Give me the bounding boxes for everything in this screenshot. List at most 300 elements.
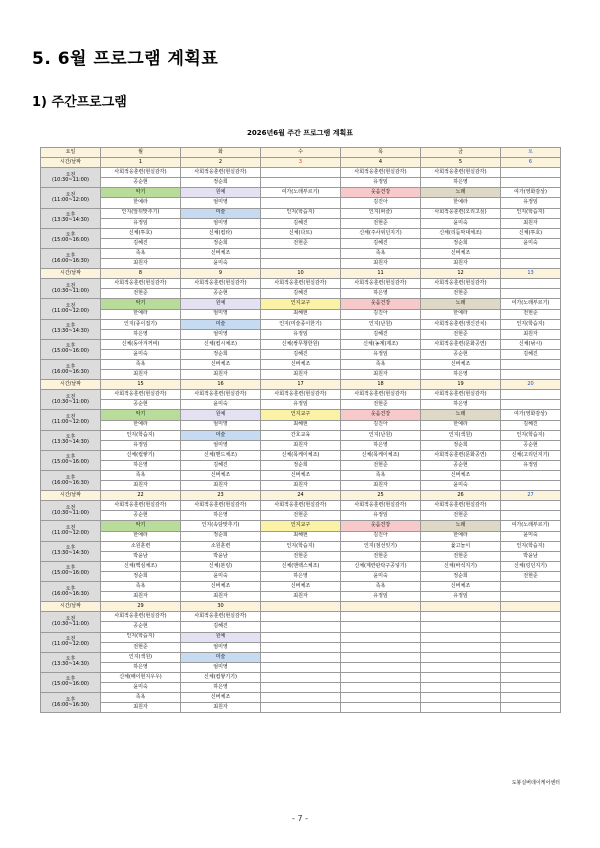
program-cell: 사회적응훈련(현실감각)	[181, 168, 261, 178]
program-cell: 신체(투호)	[501, 228, 561, 238]
program-row	[41, 521, 561, 531]
program-cell: 노래	[421, 299, 501, 309]
staff-cell	[341, 703, 421, 713]
staff-row	[41, 662, 561, 672]
day-header-cell: 월	[101, 148, 181, 158]
program-cell: 노래	[421, 410, 501, 420]
program-cell: 인지(색원)	[101, 652, 181, 662]
staff-cell	[501, 289, 561, 299]
program-cell: 족욕	[101, 693, 181, 703]
date-cell: 15	[101, 380, 181, 390]
program-cell: 신체(배이현지우우)	[101, 672, 181, 682]
staff-cell: 최원자	[341, 259, 421, 269]
staff-cell: 공순현	[421, 349, 501, 359]
program-cell: 인지(종이접기)	[101, 319, 181, 329]
program-cell: 사회적응훈련(현실감각)	[421, 390, 501, 400]
staff-cell: 전현준	[261, 551, 341, 561]
program-cell	[261, 672, 341, 682]
program-cell	[261, 248, 341, 258]
staff-cell: 윤미숙	[181, 259, 261, 269]
program-cell: 인지(난원)	[341, 319, 421, 329]
staff-cell: 하은영	[421, 370, 501, 380]
program-cell: 족욕	[101, 582, 181, 592]
day-header-cell: 토	[501, 148, 561, 158]
date-cell: 19	[421, 380, 501, 390]
staff-row	[41, 420, 561, 430]
staff-cell: 정순희	[421, 571, 501, 581]
program-cell: 신체(맨랙스체조)	[261, 561, 341, 571]
date-cell: 29	[101, 602, 181, 612]
program-cell	[261, 168, 341, 178]
staff-row	[41, 349, 561, 359]
staff-cell: 정순희	[261, 460, 341, 470]
staff-cell: 한예라	[101, 198, 181, 208]
program-cell: 사회적응훈련(생신잔치)	[421, 319, 501, 329]
staff-cell: 최원자	[501, 329, 561, 339]
staff-cell: 최원자	[181, 481, 261, 491]
program-cell: 족욕	[101, 359, 181, 369]
slot-period: 오후	[65, 676, 76, 683]
staff-row	[41, 481, 561, 491]
date-cell: 12	[421, 269, 501, 279]
slot-time: (16:00~16:30)	[52, 590, 89, 597]
program-cell: 신체(목케이체조)	[261, 450, 341, 460]
staff-cell: 유정임	[341, 349, 421, 359]
slot-period: 오후	[65, 474, 76, 481]
staff-cell: 최원자	[341, 481, 421, 491]
time-slot-label	[41, 279, 101, 299]
program-cell: 사회적응훈련(현실감각)	[101, 501, 181, 511]
staff-cell: 엄미영	[181, 218, 261, 228]
program-cell	[501, 632, 561, 642]
program-row	[41, 188, 561, 198]
date-row-label: 시간/날짜	[41, 491, 101, 501]
staff-cell: 최원자	[501, 218, 561, 228]
date-row	[41, 491, 561, 501]
program-cell: 노래	[421, 521, 501, 531]
staff-cell: 김혜진	[181, 460, 261, 470]
date-cell: 22	[101, 491, 181, 501]
slot-time: (16:00~16:30)	[52, 479, 89, 486]
staff-row	[41, 622, 561, 632]
time-slot-label	[41, 652, 101, 672]
staff-cell: 최원자	[101, 592, 181, 602]
program-row	[41, 279, 561, 289]
program-cell: 미술	[181, 652, 261, 662]
staff-cell	[501, 400, 561, 410]
staff-cell: 공순현	[501, 440, 561, 450]
staff-cell: 전현준	[261, 238, 341, 248]
staff-cell: 한예라	[421, 198, 501, 208]
staff-row	[41, 592, 561, 602]
staff-row	[41, 198, 561, 208]
staff-cell: 정순희	[181, 349, 261, 359]
program-cell: 신버체조	[421, 471, 501, 481]
staff-cell	[261, 178, 341, 188]
program-row	[41, 632, 561, 642]
staff-cell: 김혜진	[181, 622, 261, 632]
program-cell: 신체(컵시체조)	[181, 339, 261, 349]
program-cell: 사회적응훈련(현실감각)	[421, 501, 501, 511]
program-cell: 웃음건강	[341, 188, 421, 198]
slot-time: (16:00~16:30)	[52, 701, 89, 708]
staff-cell: 정순희	[421, 440, 501, 450]
date-cell: 25	[341, 491, 421, 501]
program-cell: 악기	[101, 410, 181, 420]
program-cell: 원예	[181, 410, 261, 420]
time-slot-label	[41, 582, 101, 602]
program-cell	[261, 632, 341, 642]
program-cell: 신버체조	[421, 582, 501, 592]
staff-cell: 하은영	[341, 440, 421, 450]
staff-cell	[421, 622, 501, 632]
staff-cell: 유정임	[341, 592, 421, 602]
staff-row	[41, 329, 561, 339]
staff-cell: 김혜진	[261, 349, 341, 359]
staff-cell: 하은영	[181, 511, 261, 521]
staff-cell: 공순현	[101, 622, 181, 632]
staff-cell: 유정임	[341, 178, 421, 188]
program-cell: 신버체조	[421, 248, 501, 258]
program-cell: 원예	[181, 299, 261, 309]
time-slot-label	[41, 471, 101, 491]
staff-cell: 윤미숙	[501, 531, 561, 541]
day-header-cell: 금	[421, 148, 501, 158]
program-cell: 인지(미술종이한기)	[261, 319, 341, 329]
slot-period: 오후	[65, 232, 76, 239]
program-cell: 인지(학습지)	[101, 430, 181, 440]
staff-cell: 전현준	[101, 289, 181, 299]
staff-row	[41, 440, 561, 450]
slot-time: (11:00~12:00)	[52, 196, 89, 203]
staff-cell: 최원자	[261, 481, 341, 491]
date-cell	[261, 602, 341, 612]
staff-cell: 최원자	[261, 440, 341, 450]
date-cell: 8	[101, 269, 181, 279]
time-slot-label	[41, 299, 101, 319]
staff-cell: 전현준	[421, 551, 501, 561]
staff-cell: 하은영	[101, 329, 181, 339]
slot-time: (10:30~11:00)	[52, 398, 89, 405]
slot-time: (13:30~14:30)	[52, 328, 89, 335]
program-cell: 사회적응훈련(현실감각)	[181, 612, 261, 622]
program-row	[41, 299, 561, 309]
program-cell: 원예	[181, 632, 261, 642]
staff-cell: 최원자	[101, 370, 181, 380]
program-cell: 사회적응훈련(오리고싶)	[421, 208, 501, 218]
time-slot-label	[41, 168, 101, 188]
program-cell: 여가(노래부르기)	[501, 521, 561, 531]
staff-cell: 엄미영	[181, 440, 261, 450]
staff-row	[41, 511, 561, 521]
staff-cell: 한예라	[421, 531, 501, 541]
staff-cell: 엄미영	[181, 662, 261, 672]
staff-cell: 최원자	[101, 703, 181, 713]
staff-row	[41, 703, 561, 713]
slot-time: (11:00~12:00)	[52, 419, 89, 426]
slot-period: 오후	[65, 454, 76, 461]
staff-cell: 전현준	[101, 642, 181, 652]
program-cell: 신체(고리던지기)	[501, 450, 561, 460]
staff-cell	[421, 642, 501, 652]
program-cell: 원예	[181, 188, 261, 198]
slot-period: 오후	[65, 696, 76, 703]
slot-period: 오후	[65, 565, 76, 572]
slot-time: (11:00~12:00)	[52, 641, 89, 648]
program-cell: 미술	[181, 319, 261, 329]
time-slot-label	[41, 208, 101, 228]
staff-row	[41, 400, 561, 410]
section-heading: 5. 6월 프로그램 계획표	[32, 49, 219, 69]
program-cell: 미술	[181, 208, 261, 218]
program-cell: 인지(학습지)	[501, 319, 561, 329]
program-cell: 인지(학습지)	[261, 541, 341, 551]
staff-cell: 정순희	[181, 178, 261, 188]
program-cell: 여가(노래부르기)	[261, 188, 341, 198]
program-cell: 신버체조	[261, 359, 341, 369]
program-cell: 인지(점선잇기)	[341, 541, 421, 551]
staff-cell: 김진아	[341, 420, 421, 430]
slot-period: 오후	[65, 212, 76, 219]
staff-row	[41, 259, 561, 269]
staff-cell	[261, 622, 341, 632]
slot-time: (10:30~11:00)	[52, 509, 89, 516]
program-cell: 족욕	[341, 471, 421, 481]
day-header-label: 요일	[41, 148, 101, 158]
slot-time: (13:30~14:30)	[52, 217, 89, 224]
program-cell: 노래	[421, 188, 501, 198]
staff-cell: 한예라	[101, 420, 181, 430]
slot-period: 오후	[65, 323, 76, 330]
date-row-label: 시간/날짜	[41, 602, 101, 612]
date-cell: 10	[261, 269, 341, 279]
program-row	[41, 339, 561, 349]
date-cell: 16	[181, 380, 261, 390]
staff-cell	[421, 703, 501, 713]
slot-time: (13:30~14:30)	[52, 439, 89, 446]
program-cell: 신체(컵쌓기)	[101, 450, 181, 460]
program-cell: 사회적응훈련(현실감각)	[101, 612, 181, 622]
slot-period: 오후	[65, 343, 76, 350]
time-slot-label	[41, 248, 101, 268]
staff-cell: 한예라	[421, 309, 501, 319]
program-cell: 사회적응훈련(현실감각)	[101, 390, 181, 400]
program-cell: 사회적응훈련(현실감각)	[261, 390, 341, 400]
staff-cell: 최원자	[181, 703, 261, 713]
program-cell: 웃음건강	[341, 521, 421, 531]
slot-period: 오후	[65, 252, 76, 259]
program-cell: 사회적응훈련(현실감각)	[101, 168, 181, 178]
organization-name: 도봉실버데이케어센터	[511, 780, 560, 786]
program-cell	[501, 248, 561, 258]
time-slot-label	[41, 521, 101, 541]
slot-time: (11:00~12:00)	[52, 308, 89, 314]
staff-cell: 하은영	[421, 400, 501, 410]
time-slot-label	[41, 693, 101, 713]
page-number: - 7 -	[292, 814, 308, 823]
program-cell: 웃음건강	[341, 299, 421, 309]
staff-cell	[501, 622, 561, 632]
program-cell: 신버체조	[181, 582, 261, 592]
slot-time: (15:00~16:00)	[52, 348, 89, 355]
program-cell: 인지(학습지)	[501, 208, 561, 218]
date-cell: 3	[261, 158, 341, 168]
program-cell: 여가(영화감상)	[501, 188, 561, 198]
program-row	[41, 228, 561, 238]
staff-cell: 전현준	[341, 218, 421, 228]
slot-period: 오후	[65, 656, 76, 663]
program-cell: 인지교구	[261, 521, 341, 531]
program-cell: 사회적응훈련(현실감각)	[181, 279, 261, 289]
staff-cell	[501, 662, 561, 672]
staff-cell: 공순현	[421, 460, 501, 470]
program-cell	[501, 168, 561, 178]
program-cell: 신체(리듬막대체조)	[421, 228, 501, 238]
date-row-label: 시간/날짜	[41, 269, 101, 279]
program-cell: 신체(컵쌓기기)	[181, 672, 261, 682]
program-cell	[421, 632, 501, 642]
day-header-cell: 목	[341, 148, 421, 158]
slot-period: 오전	[65, 171, 76, 178]
schedule-table	[40, 147, 561, 713]
staff-cell: 하은영	[261, 571, 341, 581]
staff-cell	[341, 662, 421, 672]
program-cell	[501, 693, 561, 703]
program-cell: 신체(주사위던지기)	[341, 228, 421, 238]
program-cell: 악기	[101, 521, 181, 531]
staff-cell: 최혜현	[261, 309, 341, 319]
program-row	[41, 450, 561, 460]
staff-cell: 최원자	[181, 592, 261, 602]
program-cell: 신체(본링)	[181, 561, 261, 571]
staff-cell: 유정임	[101, 218, 181, 228]
staff-cell	[501, 481, 561, 491]
program-cell: 사회적응훈련(현실감각)	[341, 390, 421, 400]
staff-cell: 윤미숙	[421, 481, 501, 491]
program-cell: 신체(동아겨꺼비)	[101, 339, 181, 349]
staff-cell: 유정임	[261, 400, 341, 410]
staff-cell: 최원자	[101, 481, 181, 491]
staff-cell: 전현준	[421, 289, 501, 299]
program-row	[41, 561, 561, 571]
slot-period: 오전	[65, 393, 76, 400]
date-cell: 11	[341, 269, 421, 279]
staff-cell: 김진아	[341, 198, 421, 208]
staff-cell	[421, 662, 501, 672]
staff-cell	[341, 622, 421, 632]
staff-cell: 정순희	[181, 238, 261, 248]
staff-cell	[341, 642, 421, 652]
program-cell: 인지교구	[261, 410, 341, 420]
slot-period: 오후	[65, 545, 76, 552]
program-cell: 사회적응훈련(현실감각)	[101, 279, 181, 289]
program-row	[41, 652, 561, 662]
time-slot-label	[41, 339, 101, 359]
staff-cell	[261, 259, 341, 269]
program-row	[41, 612, 561, 622]
staff-cell: 김진아	[341, 309, 421, 319]
staff-cell: 정순희	[421, 238, 501, 248]
staff-cell: 윤미숙	[421, 218, 501, 228]
staff-row	[41, 238, 561, 248]
program-cell: 인지(색원)	[421, 430, 501, 440]
date-cell: 5	[421, 158, 501, 168]
program-row	[41, 501, 561, 511]
staff-cell: 공순현	[101, 400, 181, 410]
staff-cell: 김혜진	[501, 349, 561, 359]
time-slot-label	[41, 672, 101, 692]
staff-cell: 윤미숙	[181, 400, 261, 410]
staff-cell	[501, 511, 561, 521]
program-row	[41, 471, 561, 481]
staff-cell	[421, 682, 501, 692]
program-cell	[501, 279, 561, 289]
date-cell	[341, 602, 421, 612]
date-row	[41, 602, 561, 612]
staff-cell: 김혜진	[501, 420, 561, 430]
program-cell: 신버체조	[181, 693, 261, 703]
staff-cell: 하은영	[341, 289, 421, 299]
staff-cell: 엄미영	[181, 329, 261, 339]
staff-cell: 박윤남	[501, 551, 561, 561]
date-cell: 27	[501, 491, 561, 501]
program-cell: 신체(바석지기)	[421, 561, 501, 571]
slot-period: 오후	[65, 434, 76, 441]
staff-cell: 최원자	[181, 370, 261, 380]
slot-time: (16:00~16:30)	[52, 368, 89, 375]
time-slot-label	[41, 390, 101, 410]
date-row-label: 시간/날짜	[41, 380, 101, 390]
staff-cell	[261, 703, 341, 713]
staff-cell: 김혜진	[341, 329, 421, 339]
date-cell: 9	[181, 269, 261, 279]
program-cell: 신체(다트)	[261, 228, 341, 238]
program-cell: 사회적응훈련(현실감각)	[181, 390, 261, 400]
staff-cell: 전현준	[261, 511, 341, 521]
program-cell: 신체(컵타)	[181, 228, 261, 238]
staff-cell: 전현준	[341, 551, 421, 561]
program-cell: 신버체조	[261, 471, 341, 481]
table-title: 2026년6월 주간 프로그램 계획표	[246, 129, 354, 137]
staff-cell: 윤미숙	[101, 682, 181, 692]
program-cell: 신체(농계)제조)	[341, 339, 421, 349]
date-cell: 13	[501, 269, 561, 279]
program-cell	[501, 471, 561, 481]
program-cell: 신버체조	[421, 359, 501, 369]
program-cell	[501, 612, 561, 622]
program-row	[41, 168, 561, 178]
slot-period: 오전	[65, 303, 76, 309]
program-cell	[421, 652, 501, 662]
staff-cell: 엄미영	[181, 309, 261, 319]
staff-cell: 전현준	[421, 329, 501, 339]
program-row	[41, 410, 561, 420]
program-row	[41, 541, 561, 551]
time-slot-label	[41, 450, 101, 470]
slot-time: (13:30~14:30)	[52, 550, 89, 557]
staff-cell: 최혜현	[261, 531, 341, 541]
program-row	[41, 582, 561, 592]
staff-cell: 하은영	[181, 682, 261, 692]
program-cell	[501, 582, 561, 592]
date-row	[41, 158, 561, 168]
staff-cell	[261, 662, 341, 672]
staff-row	[41, 682, 561, 692]
staff-row	[41, 309, 561, 319]
staff-cell: 김혜진	[261, 289, 341, 299]
staff-cell: 김진아	[341, 531, 421, 541]
time-slot-label	[41, 410, 101, 430]
